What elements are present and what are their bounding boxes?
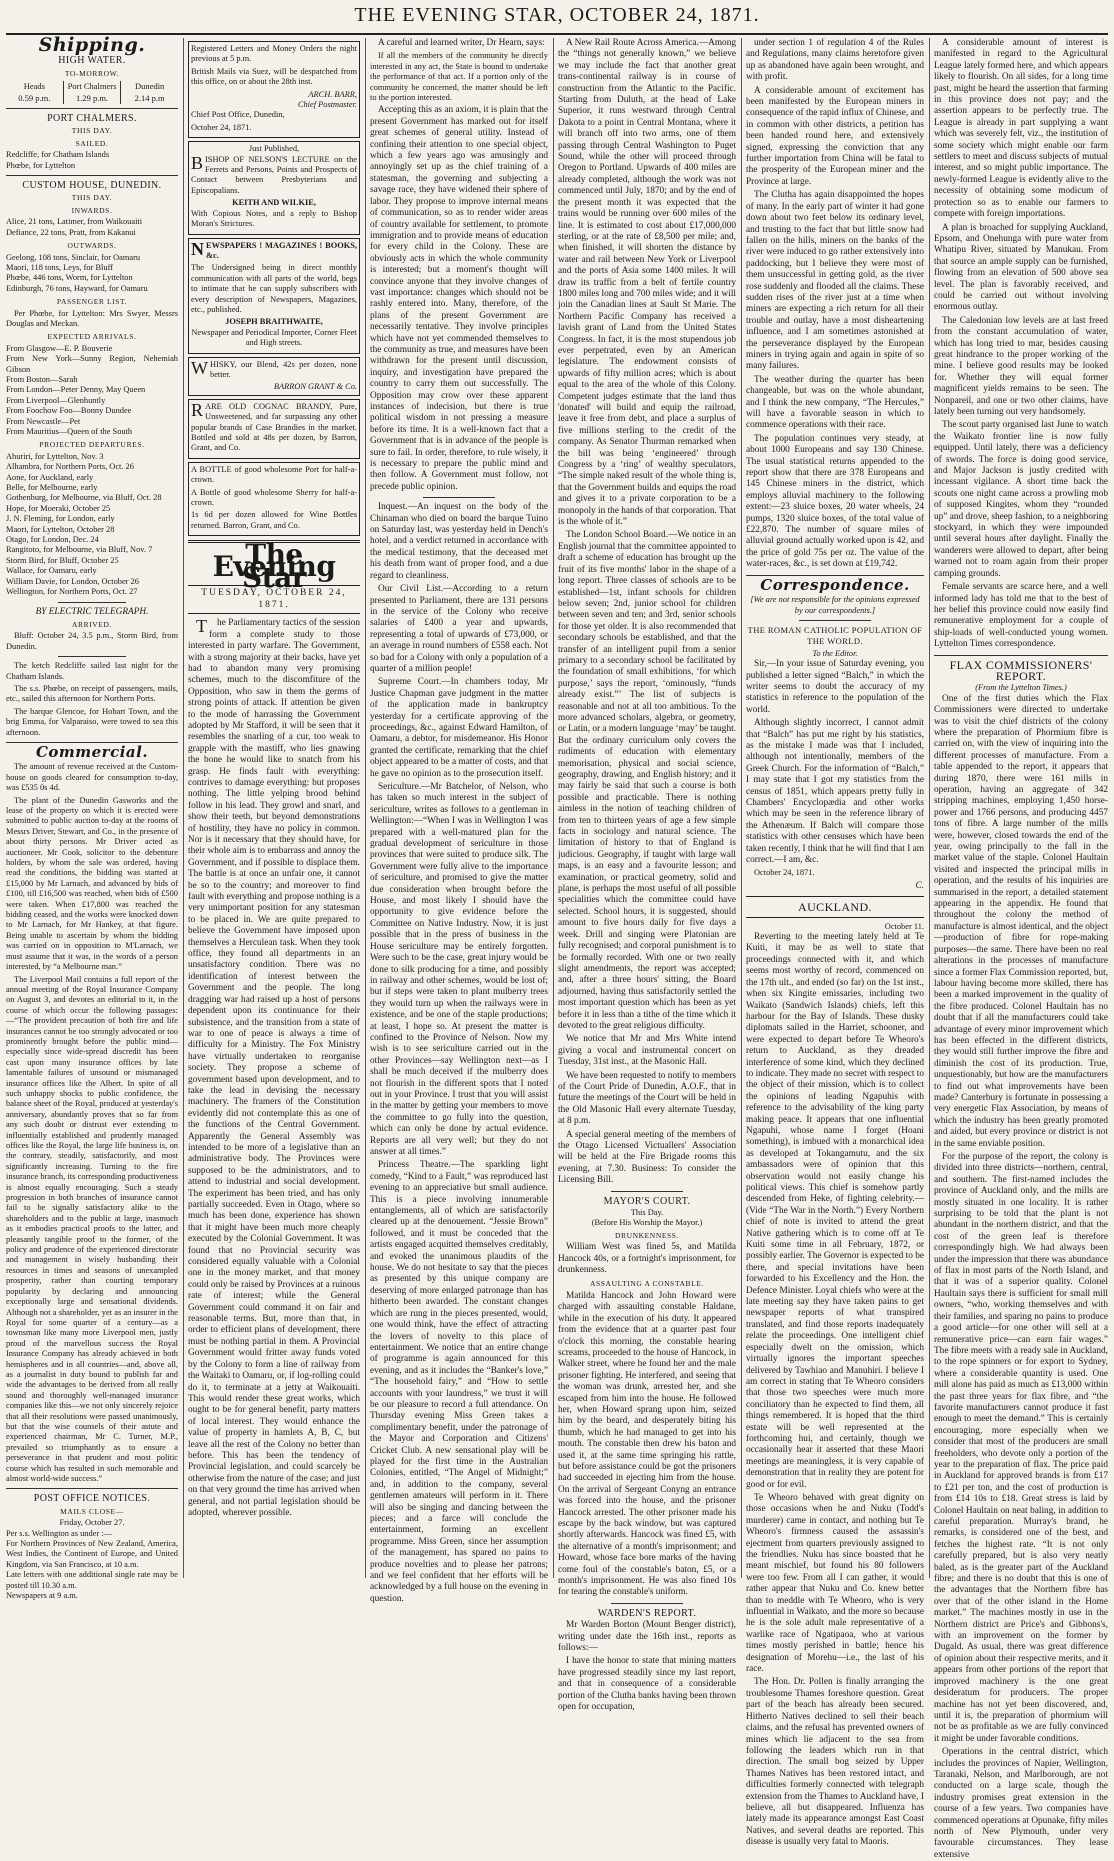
article-para: Accepting this as an axiom, it is plain that the present Government has marked out for itself great schemes of general utility. Instead of confining their attention to one special object, which a few years ago was amusingly and annoyingly set up as the chief training of a statesman, the governing and subjecting a savage race, they have widened their sphere of labor. They propose to improve internal means of communication, so as to render wider areas of country available for settlement, to promote immigration and to provide means of education for every child in the Colony. These are obviously acts in which the whole community is interested; but a moment's thought will convince anyone that they involve changes of vast importance: changes which should not be rashly entered into. Many, therefore, of the plans of the present Government are necessarily tentative. They involve principles which have not yet commended themselves to the community as true, and measures have been withdrawn for the present until discussion, inquiry, and investigation have prepared the country to carry them out successfully. The Opposition may crow over these apparent instances of indecision, but there is true political wisdom in not pressing a measure before its time. It is a well-known fact that a Government that is in advance of the people is sure to fail. In order, therefore, to rule wisely, it is necessary to prepare the public mind and then follow. A Government must follow, not precede public opinion. bbox=[370, 105, 548, 492]
auckland-para: Te Wheoro behaved with great dignity on those occasions when he and Nuku (Todd's murderer) came in contact, and nothing but Te Wheoro's firmness caused the assassin's ejectment from quarters previously assigned to the friendlies. Nuku has since boasted that he meant mischief, but found his 80 followers were too few. From all I can gather, it would rather appear that Nuku and Co. knew better than to meddle with Te Wheoro, who is very influential in Waikato, and the more so because he is the sole adult male representative of a warlike race of Ngatipaoa, who at various times mostly perished in battle; hence his designation of Morehu—i.e., the last of his race. bbox=[746, 1492, 924, 1675]
tide-dunedin: Dunedin 2.14 p.m bbox=[120, 81, 178, 104]
auckland-para: Reverting to the meeting lately held at Te Kuiti, it may be as well to state that proceedings connected with it, and which seems most worthy of record, commenced on the 17th ult., and ended (so far) on the 1st inst., when six Kingite emissaries, including two Waikato (Sandwich Islands) chiefs, left this harbour for the Bay of Islands. These dusky diplomats sailed in the Harriet, schooner, and were expected to depart before Te Wheoro's return to Auckland, as they dreaded interference of some kind, which they declined to indicate. They made no secret with respect to the object of their mission, which is to collect the opinions of leading Ngapuhis with reference to the advisability of the king party making peace. It appears that one influential Ngapuhi, whose name I forget (Hoani something), is imbued with a monarchical idea as developed at Tokangamutu, and the six ambassadors were of opinion that this observation would not easily change his political views. This chief is somehow partly descended from Heke, of fighting celebrity.—(Vide “The War in the North.”) Every Northern chief of note is invited to attend the great Native gathering which is to come off at Te Kuiti some time in all February, 1872, or possibly earlier. The Governor is expected to be there, and special invitations have been forwarded to his Excellency and the Hon. the Defence Minister. Loyal chiefs who were at the late meeting say they have taken pains to get newspaper reports of what transpired translated, and find those reports inadequately relate the proceedings. One intelligent chief especially dwelt on the omission, which virtually ignores the important speeches delivered by Tawhiao and Manuhiri. I believe I am correct in stating that Te Wheoro considers that those two speeches were much more conciliatory than he expected to find them, all things remembered. It is hoped that the third estate will be well represented at the forthcoming hui, and certainly, though we occasionally hear it asserted that these Maori meetings are meaningless, it is very capable of demonstration that in reality they are potent for good or for evil. bbox=[746, 932, 924, 1490]
auckland-para: The scout party organised last June to watch the Waikato frontier line is now fully equipped. Until lately, there was a deficiency of swords. The force is doing good service, and Major Jackson is justly credited with incessant vigilance. A short time back the scouts one night came across a prowling mob of supposed Kingites, whom they “rounded up” and drove, sheep fashion, to a neighboring stockyard, in which they were impounded until several hours after daylight. Finally the wanderers were allowed to depart, after being warned not to roam again from their proper camping grounds. bbox=[934, 420, 1108, 579]
commercial-para: The amount of revenue received at the Custom-house on goods cleared for consumption to-day, was £535 0s 4d. bbox=[6, 762, 178, 793]
column-5: under section 1 of regulation 4 of the Rules and Regulations, many claims heretofore given up as abandoned have again been wrought, and with profit. A considerable amount of excitement has been manifested by the European miners in consequence of the rapid influx of Chinese, and in common with other districts, a petition has been handed round here, and extensively signed, expressing the conviction that any further importation from China will be fatal to the prosperity of the European miner and the Province at large. The Clutha has again disappointed the hopes of many. In the early part of winter it had gone down about two feet below its ordinary level, and trusting to the fact that but little snow had fallen on the hills, miners on the banks of the river were induced to go rather extensively into paddocking, but I believe they were most of them unsuccessful in getting gold, as the river rose suddenly and flooded all the claims. These sudden rises of the river just at a time when miners are expecting a rich return for all their trouble and outlay, have a most disheartening influence, and I am sometimes astonished at the perseverance displayed by the European miners in trying again and again in spite of so many failures. The weather during the quarter has been changeable, but was on the whole abundant, and I think the new company, “The Hercules,” will have a favorable season in which to commence operations with their race. The population continues very steady, at about 1000 Europeans and say 130 Chinese. The usual statistical returns appended to the report show that there are 378 Europeans and 145 Chinese miners in the district, which employs alluvial machinery to the following extent:—23 sluice boxes, 20 water wheels, 24 pumps, 1320 sluice boxes, of the total value of £22,870. The number of square miles of alluvial ground actually worked upon is 42, and the price of gold 75s per oz. The value of the water-races, &c., is set down at £19,742. Correspondence. [We are not responsible for the opinions expressed by our correspondents.] THE ROMAN CATHOLIC POPULATION OF THE WORLD. To the Editor. Sir,—In your issue of Saturday evening, you published a letter signed “Balch,” in which the writer seems to doubt the accuracy of my statistics in reference to the population of the world. Although slightly incorrect, I cannot admit that “Balch” has put me right by his statistics, as the mistake I made was that I included, although not intentionally, members of the Greek Church. For the information of “Balch,” I may state that I got my statistics from the census of 1851, which appears pretty fully in Chambers' Encyclopædia and other works which may be seen in the reference library of the Athenæum. If Balch will compare those statistics with other censuses which have been taken recently, I think that he will find that I am correct.—I am, &c. October 24, 1871. C. AUCKLAND. October 11. Reverting to the meeting lately held at Te Kuiti, it may be as well to state that proceedings connected with it, and which seems most worthy of record, commenced on the 17th ult., and ended (so far) on the 1st inst., when six Kingite emissaries, including two Waikato (Sandwich Islands) chiefs, left this harbour for the Bay of Islands. These dusky diplomats sailed in the Harriet, schooner, and were expected to depart before Te Wheoro's return to Auckland, as they dreaded interference of some kind, which they declined to indicate. They made no secret with respect to the object of their mission, which is to collect the opinions of leading Ngapuhis with reference to the advisability of the king party making peace. It appears that one influential Ngapuhi, whose name I forget (Hoani something), is imbued with a monarchical idea as developed at Tokangamutu, and the six ambassadors were of opinion that this observation would not easily change his political views. This chief is somehow partly descended from Heke, of fighting celebrity.—(Vide “The War in the North.”) Every Northern chief of note is invited to attend the great Native gathering which is to come off at Te Kuiti some time in all February, 1872, or possibly earlier. The Governor is expected to be there, and special invitations have been forwarded to his Excellency and the Hon. the Defence Minister. Loyal chiefs who were at the late meeting say they have taken pains to get newspaper reports of what transpired translated, and find those reports inadequately relate the proceedings. One intelligent chief especially dwelt on the omission, which virtually ignores the important speeches delivered by Tawhiao and Manuhiri. I believe I am correct in stating that Te Wheoro considers that those two speeches were much more conciliatory than he expected to find them, all things remembered. It is hoped that the third estate will be well represented at the forthcoming hui, and certainly, though we occasionally hear it asserted that these Maori meetings are meaningless, it is very capable of demonstration that in reality they are potent for good or for evil. Te Wheoro behaved with great dignity on those occasions when he and Nuku (Todd's murderer) came in contact, and nothing but Te Wheoro's firmness caused the assassin's ejectment from quarters previously assigned to the friendlies. Nuku has since boasted that he meant mischief, but found his 80 followers were too few. From all I can gather, it would rather appear that Nuku and Co. knew better than to meddle with Te Wheoro, who is very influential in Waikato, and the more so because he is the sole adult male representative of a warlike race of Ngatipaoa, who at various times mostly perished in battle; hence his designation of Morehu—i.e., the last of his race. The Hon. Dr. Pollen is finally arranging the troublesome Thames foreshore question. Great part of the beach has already been secured. Hitherto Natives declined to sell their beach claims, and the refusal has prevented owners of mines which lie adjacent to the sea from following the leaders which run in that direction. The small bog seized by Upper Thames Natives has been restored intact, and difficulties formerly connected with telegraph extension from the Thames to Auckland have, I believe, all but disappeared. Influenza has lately made its appearance amongst East Coast Natives, and several deaths are reported. This disease is usually very fatal to Maoris. bbox=[746, 38, 924, 1848]
customs-heading: CUSTOM HOUSE, DUNEDIN. bbox=[22, 180, 162, 192]
commercial-title: Commercial. bbox=[35, 742, 149, 761]
post-office-entries: Per s.s. Wellington as under :— For Northern Provinces of New Zealand, America, West Indies, the Continent of Europe, and United Kingdom, via San Francisco, at 10 a.m. Late letters with one additional single rate may be posted till 10.30 a.m. Newspapers at 9 a.m. bbox=[6, 1528, 178, 1601]
wardens-report-heading: WARDEN'S REPORT. bbox=[597, 1607, 697, 1619]
tide-heads: Heads 0.59 p.m. bbox=[18, 81, 51, 103]
auckland-para: The Caledonian low levels are at last freed from the constant accumulation of water, which has long tried to mar, besides causing great hindrance to the proper working of the mine. I believe good results may be looked for. Whether they will equal former magnificent yields remains to be seen. The Nonpareil, and one or two other claims, have lately been turning out very handsomely. bbox=[934, 315, 1108, 417]
news-item-rail-route: A New Rail Route Across America.—Among the “things not generally known,” we believe we may include the fact that another great trans-continental railway is in course of construction from the Atlantic to the Pacific. Starting from Duluth, at the head of Lake Superior, it runs westward through Central Dakota to a point in Central Montana, where it will branch off into two arms, one of them passing through Central Washington to Puget Sound, while the other will proceed through Oregon to Portland. Upwards of 400 miles are already completed, although the work was not commenced until July, 1870; and by the end of the present month it was expected that the trains would be running over 600 miles of the line. It is estimated to cost about £17,000,000 sterling, or at the rate of £8,500 per mile; and, when finished, it will shorten the distance by water and rail between New York or Liverpool and the ports of Asia some 1400 miles. It will draw its traffic from a belt of fertile country 1800 miles long and 700 miles wide; and it will join the Canadian lines at Sault St Marie. The Northern Pacific Company has received a lavish grant of Land from the United States Congress. In fact, it is the most stupendous job ever perpetrated, even by an American legislature. The endowment consists of upwards of fifty million acres; which is about equal to the area of the whole of this Colony. Competent judges estimate that the land thus 'donated' will build and equip the railroad, leave it free from debt, and place a surplus of five millions sterling to the credit of the company. As Senator Thurman remarked when the bill was being ‘engineered’ through Congress by a ‘ring’ of wealthy speculators, “The simple naked result of the whole thing is, that the Government builds and equips the road and gives it to a private corporation to be a monopoly in the hands of that corporation. That is the whole of it.” bbox=[558, 38, 736, 528]
column-1: Shipping. HIGH WATER. TO-MORROW. Heads 0.59 p.m. Port Chalmers 1.29 p.m. Dunedin 2.14 p.m PORT CHALMERS. THIS DAY. SAILED. Redcliffe, for Chatham Islands Phœbe, for Lyttelton CUSTOM HOUSE, DUNEDIN. THIS DAY. INWARDS. Alice, 21 tons, Latimer, from Waikouaiti Defiance, 22 tons, Pratt, from Kakanui OUTWARDS. Geelong, 108 tons, Sinclair, for Oamaru Maori, 118 tons, Leys, for Bluff Phœbe, 446 tons, Worm, for Lyttelton Edinburgh, 76 tons, Hayward, for Oamaru PASSENGER LIST. Per Phœbe, for Lyttelton: Mrs Swyer, Messrs Douglas and Meckan. EXPECTED ARRIVALS. From Glasgow—E. P. Bouverie From New York—Sunny Region, Nehemiah Gibson From Boston—Sarah From London—Peter Denny, May Queen From Liverpool—Glenhuntly From Foochow Foo—Bonny Dundee From Newcastle—Pet From Mauritius—Queen of the South PROJECTED DEPARTURES. Ahuriri, for Lyttelton, Nov. 3 Alhambra, for Northern Ports, Oct. 26 Aone, for Auckland, early Belle, for Melbourne, early Gothenburg, for Melbourne, via Bluff, Oct. 28 Hope, for Moeraki, October 25 J. N. Fleming, for London, early Maori, for Lyttelton, October 28 Otago, for London, Dec. 24 Rangitoto, for Melbourne, via Bluff, Nov. 7 Storm Bird, for Bluff, October 25 Wallace, for Oamaru, early William Davie, for London, October 26 Wellington, for Northern Ports, Oct. 27 BY ELECTRIC TELEGRAPH. ARRIVED. Bluff: October 24, 3.5 p.m., Storm Bird, from Dunedin. The ketch Redcliffe sailed last night for the Chatham Islands. The s.s. Phœbe, on receipt of passengers, mails, etc., sailed this afternoon for Northern Ports. The barque Glencoe, for Hobart Town, and the brig Emma, for Valparaiso, were towed to sea this afternoon. Commercial. The amount of revenue received at the Custom-house on goods cleared for consumption to-day, was £535 0s 4d. The plant of the Dunedin Gasworks and the lease of the property on which it is erected were submitted to public auction to-day at the rooms of Messrs Driver, Stewart, and Co., in the presence of about thirty persons. Mr Driver acted as auctioneer. Mr Cook, solicitor to the debenture holders, by whom the sale was ordered, having read the conditions, the bidding was started at £15,000 by Mr Larnach, and advanced by bids of £100, till £16,500 was reached, when bids of £500 were taken. When £17,800 was reached the bidding ceased, and the works were knocked down to Mr Larnach, for Mr Hankey, at that figure. Being unable to ascertain by whom the bidding was carried on in opposition to M'Larnach, we must assume that it was, in the words of a person interested, by “a Melbourne man.” The Liverpool Mail contains a full report of the annual meeting of the Royal Insurance Company on August 3, and devotes an editorial to it, in the course of which occur the following passages:—“The provident precaution of both fire and life insurances cannot be too strongly advocated or too prominently brought before the public mind—especially since wide-spread discredit has been cast upon many insurance offices by late lamentable failures of unsound or mismanaged insurance offices like the Albert. In spite of all such unhappy shocks to public confidence, the balance sheet of the Royal, produced at yesterday's anniversary, abundantly proves that so far from any such doubt or distrust ever extending to influentially established and prudently managed offices like the Royal, the large life business is, on the contrary, steadily, satisfactorily, and most significantly increasing. Turning to the fire insurance branch, its corresponding productiveness is almost equally encouraging. Such a steady progression in both branches of insurance cannot fail to be signally satisfactory alike to the shareholders and to the public at large, inasmuch as it embodies practical proofs to the latter, and pleasantly tangible proof to the former, of the policy and prudence of the experienced directorate and management in wisely husbanding their resources in times and seasons of unexampled prosperity, rather than courting temporary popularity by declaring and announcing exceptionally large and sensational dividends. Although not a shareholder, yet as an insurer in the Royal for some quarter of a century—as a townsman like many more Liverpool men, justly proud of the marvellous success the Royal Insurance Company has already achieved in both hemispheres and in all countries—and, above all, as a journalist in duty bound to publish far and wide the advantages to be derived from all really sound and thoroughly well-managed insurance companies like this—we not only sincerely rejoice that all their resolutions were passed unanimously, but that the wise counsels of their astute and experienced chairman, Mr C. Turner, M.P., prevailed so triumphantly as to ensure a perseverance in that prudent and most politic course which has resulted in such memorable and almost world-wide success.” POST OFFICE NOTICES. MAILS CLOSE— Friday, October 27. Per s.s. Wellington as under :— For Northern Provinces of New Zealand, America, West Indies, the Continent of Europe, and United Kingdom, via San Francisco, at 10 a.m. Late letters with one additional single rate may be posted till 10.30 a.m. Newspapers at 9 a.m. bbox=[6, 34, 178, 1601]
wardens-intro: Mr Warden Borton (Mount Benger district), writing under date the 16th inst., reports as follows:— bbox=[558, 1620, 736, 1654]
column-rule bbox=[183, 38, 184, 1578]
court-assault: Matilda Hancock and John Howard were charged with assaulting constable Haldane, while in the execution of his duty. It appeared from the evidence that at a quarter past four o'clock this morning, the constable hearing screams, proceeded to the house of Hancock, in Walker street, where he found her and the male prisoner fighting. He interfered, and seeing that the woman was drunk, arrested her, and she escaped from him into the house. He followed her, when Howard sprang upon him, seized him by the beard, and desperately biting his thumb, which he had managed to get into his mouth. The constable then drew his baton and used it, at the same time springing his rattle, but before assistance could be got the prisoners had succeeded in ejecting him from the house. On the arrival of Sergeant Conyng an entrance was forced into the house, and the prisoner Hancock arrested. The other prisoner made his escape by the back window, but was captured shortly afterwards. Hancock was fined £5, with the alternative of a month's imprisonment; and Howard, whose face bore marks of the having come foul of the constable's baton, £5, or a month's imprisonment. He was also fined 10s for tearing the constable's uniform. bbox=[558, 1290, 736, 1598]
column-rule bbox=[741, 38, 742, 1578]
outwards-list: Geelong, 108 tons, Sinclair, for Oamaru Maori, 118 tons, Leys, for Bluff Phœbe, 446 tons, Worm, for Lyttelton Edinburgh, 76 tons, Hayward, for Oamaru bbox=[6, 252, 148, 293]
wardens-body: A considerable amount of excitement has been manifested by the European miners in consequence of the rapid influx of Chinese, and in common with other districts, a petition has been handed round here, and extensively signed, expressing the conviction that any further importation from China will be fatal to the prosperity of the European miner and the Province at large. bbox=[746, 85, 924, 187]
column-6: A considerable amount of interest is manifested in regard to the Agricultural League lately formed here, and which appears likely to flourish. On all sides, for a long time past, might be heard the assertion that farming in this province does not pay; and the assertion appears to be perfectly true. The League is already in part supplying a want which was severely felt, viz., the institution of some society which might enable our farm settlers to meet and discuss subjects of mutual interest, and so might public importance. The newly-formed League is evidently alive to the necessity of obtaining some modicum of protection so as to enable our farmers to compete with foreign importations. A plan is broached for supplying Auckland, Epsom, and Onehunga with pure water from Whatipu River, situated by Manukau. From that source an ample supply can be furnished, flowing from an elevation of 500 above sea level. The plan is favorably received, and could be carried out without involving enormous outlay. The Caledonian low levels are at last freed from the constant accumulation of water, which has long tried to mar, besides causing great hindrance to the proper working of the mine. I believe good results may be looked for. Whether they will equal former magnificent yields remains to be seen. The Nonpareil, and one or two other claims, have lately been turning out very handsomely. The scout party organised last June to watch the Waikato frontier line is now fully equipped. Until lately, there was a deficiency of swords. The force is doing good service, and Major Jackson is justly credited with incessant vigilance. A short time back the scouts one night came across a prowling mob of supposed Kingites, whom they “rounded up” and drove, sheep fashion, to a neighboring stockyard, in which they were impounded until several hours after daylight. Finally the wanderers were allowed to depart, after being warned not to roam again from their proper camping grounds. Female servants are scarce here, and a well informed lady has told me that to the best of her belief this province could now easily find remunerative employment for a couple of ship-loads of well-conducted young women. Lyttelton Times correspondence. FLAX COMMISSIONERS' REPORT. (From the Lyttelton Times.) One of the first duties which the Flax Commissioners were directed to undertake was to visit the chief districts of the colony where the preparation of Phormium fibre is carried on, with the view of inquiring into the different processes of manufacture. From a table appended to the report, it appears that during 1870, there were 161 mills in operation, having an aggregate of 342 stripping machines, employing 1,450 horse-power and 1766 persons, and producing 4457 tons of fibre. A large number of the mills were, however, closed towards the end of the year, owing principally to the fall in the market value of the staple. Colonel Haultain visited and inspected the principal mills in operation, and the results of his inquiries are summarised in the report, a detailed statement appearing in the appendix. He found that throughout the colony the method of manufacture is almost identical, and the object—production of fibre for rope-making purposes—the same. There have been no real alterations in the processes of manufacture since a former Flax Commission reported, but, labour having become more skilled, there has been a marked improvement in the quality of the fibre produced. Colonel Haultain has no doubt that if all the manufacturers could take advantage of every minor improvement which has been effected in the different districts, they would still further improve the fibre and diminish the cost of its production. True, unquestionably, but how are the manufacturers to find out what improvements have been made? Canterbury is fortunate in possessing a very energetic Flax Association, by means of which the industry has been greatly promoted and aided, but every province or district is not in the same enviable position. For the purpose of the report, the colony is divided into three districts—northern, central, and southern. The first-named includes the province of Auckland only, and the mills are mostly situated in one locality. It is rather surprising to be told that the plant is not abundant in the northern district, and that the cost of the green leaf is therefore correspondingly high. We had always been under the impression that there was abundance of flax in most parts of the North Island, and that it was of a superior quality. Colonel Haultain says there is sufficient for small mill owners, “who, working themselves and with their families, and sparing no pains to produce a good article—for one other will sell at a remunerative price—can earn fair wages.” The fibre meets with a ready sale in Auckland, to the rope spinners or for export to Sydney, where a considerable quantity is used. One mill alone has paid as much as £13,000 within the past three years for flax fibre, and “the favorite manufacturers cannot produce it fast enough to meet the demand.” This is certainly encouraging, more especially when we consider that most of the producers are small freeholders, who devote only a portion of the year to the preparation of flax. The price paid in Auckland for approved brands is from £17 to £21 per ton, and the cost of production is from £14 10s to £18. Great stress is laid by Colonel Haultain on neat baling, in addition to careful preparation. Murray's brand, he remarks, is considered one of the best, and fetches the highest rate. “It is not only carefully prepared, but is also very neatly baled, as is the greater part of the Auckland fibre; and there is no doubt that this is one of the advantages that the Northern fibre has over that of the other island in the Home market.” The machines mostly in use in the Northern district are Price's and Gibbons's, with an improvement on the former by Dugald. As usual, there was great difference of opinion about their respective merits, and it appears from other portions of the report that improved machinery is the one great desideratum for producers. The proper machine has not yet been discovered, and, until it is, the preparation of phormium will not be as profitable as we are fully convinced it might be under favorable conditions. Operations in the central district, which includes the provinces of Napier, Wellington, Taranaki, Nelson, and Marlborough, are not conducted on a large scale, though the industry promises great extension in the course of a few years. Two companies have commenced operations at Opunake, fifty miles north of New Plymouth, under very favourable circumstances. They lease extensive bbox=[934, 38, 1109, 1860]
news-item-supreme-court: Supreme Court.—In chambers today, Mr Justice Chapman gave judgment in the matter of the application made in bankruptcy yesterday for a certificate approving of the proceedings, &c., against Edward Hamilton, of Oamaru, a debtor, for misdemeanor. His Honor granted the certificate, remarking that the chief object appeared to be a matter of costs, and that he gave no opinion as to the prosecution itself. bbox=[370, 677, 548, 779]
mayors-court-heading: MAYOR'S COURT. bbox=[603, 1195, 691, 1207]
commercial-para: The Liverpool Mail contains a full report of the annual meeting of the Royal Insurance Company on August 3, and devotes an editorial to it, in the course of which occur the following passages:—“The provident precaution of both fire and life insurances cannot be too strongly advocated or too prominently brought before the public mind—especially since wide-spread discredit has been cast upon many insurance offices by late lamentable failures of unsound or mismanaged insurance offices like the Albert. In spite of all such unhappy shocks to public confidence, the balance sheet of the Royal, produced at yesterday's anniversary, abundantly proves that so far from any such doubt or distrust ever extending to influentially established and prudently managed offices like the Royal, the large life business is, on the contrary, steadily, satisfactorily, and most significantly increasing. Turning to the fire insurance branch, its corresponding productiveness is almost equally encouraging. Such a steady progression in both branches of insurance cannot fail to be signally satisfactory alike to the shareholders and to the public at large, inasmuch as it embodies practical proofs to the latter, and pleasantly tangible proof to the former, of the policy and prudence of the experienced directorate and management in wisely husbanding their resources in times and seasons of unexampled prosperity, rather than courting temporary popularity by declaring and announcing exceptionally large and sensational dividends. Although not a shareholder, yet as an insurer in the Royal for some quarter of a century—as a townsman like many more Liverpool men, justly proud of the marvellous success the Royal Insurance Company has already achieved in both hemispheres and in all countries—and, above all, as a journalist in duty bound to publish far and wide the advantages to be derived from all really sound and thoroughly well-managed insurance companies like this—we not only sincerely rejoice that all their resolutions were passed unanimously, but that the wise counsels of their astute and experienced chairman, Mr C. Turner, M.P., prevailed so triumphantly as to ensure a perseverance in that prudent and most politic course which has resulted in such memorable and almost world-wide success.” bbox=[6, 974, 178, 1483]
court-drunkenness: William West was fined 5s, and Matilda Hancock 40s, or a fortnight's imprisonment, for drunkenness. bbox=[558, 1242, 736, 1276]
news-item-victuallers: A special general meeting of the members of the Otago Licensed Victuallers' Association will be held at the Fire Brigade rooms this evening, at 7.30. Business: To consider the Licensing Bill. bbox=[558, 1129, 736, 1186]
inwards-list: Alice, 21 tons, Latimer, from Waikouaiti Defiance, 22 tons, Pratt, from Kakanui bbox=[6, 217, 143, 237]
wardens-body: I have the honor to state that mining matters have progressed steadily since my last report, and that in consequence of a considerable portion of the Clutha banks having been thrown open for occupation, bbox=[558, 1656, 736, 1713]
projected-departures: Ahuriri, for Lyttelton, Nov. 3 Alhambra, for Northern Ports, Oct. 26 Aone, for Auckland, early Belle, for Melbourne, early Gothenburg, for Melbourne, via Bluff, Oct. 28 Hope, for Moeraki, October 25 J. N. Fleming, for London, early Maori, for Lyttelton, October 28 Otago, for London, Dec. 24 Rangitoto, for Melbourne, via Bluff, Nov. 7 Storm Bird, for Bluff, October 25 Wallace, for Oamaru, early William Davie, for London, October 26 Wellington, for Northern Ports, Oct. 27 bbox=[6, 451, 162, 597]
column-rule bbox=[929, 38, 930, 1578]
news-item-sericulture: Sericulture.—Mr Batchelor, of Nelson, who has taken so much interest in the subject of sericulture, writes as follows to a gentleman in Wellington:—“When I was in Wellington I was prepared with a well-matured plan for the gradual development of sericulture in those provinces that were suited to produce silk. The Government were fully alive to the importance of sericulture, and promised to give the matter due consideration when brought before the House, and most likely I should have the opportunity to give evidence before the Committee on Native Industry. Now, it is just possible that in the press of business in the House sericulture may be entirely forgotten. Were such to be the case, great injury would be done to silk producing for a time, and possibly in railway and other schemes, would be lost of; but if steps were taken to plant mulberry trees they would turn up when the railways were in existence, and be one of the staple productions; at least, I hope so. At present the matter is confined to the Province of Nelson. Now my wish is to see sericulture carried out in the other Provinces—say Wellington next—as I shall be much deceived if the mulberry does not flourish in the different spots that I noted out in your Province. I trust that you will assist in the matter by getting your members to move the committee to go fully into the question, which can only be done by actual evidence. Reports are all very well; but they do not answer at all times.” bbox=[370, 782, 548, 1157]
issue-dateline: TUESDAY, OCTOBER 24, 1871. bbox=[188, 585, 360, 614]
shipping-note: The barque Glencoe, for Hobart Town, and the brig Emma, for Valparaiso, were towed to sea this afternoon. bbox=[6, 706, 178, 737]
tide-table bbox=[6, 81, 178, 104]
wardens-body: The Clutha has again disappointed the hopes of many. In the early part of winter it had gone down about two feet below its ordinary level, and trusting to the fact that but little snow had fallen on the hills, miners on the banks of the river were induced to go rather extensively into paddocking, but I believe they were most of them unsuccessful in getting gold, as the river rose suddenly and flooded all the claims. These sudden rises of the river just at a time when miners are expecting a rich return for all their trouble and outlay, have a most disheartening influence, and I am sometimes astonished at the perseverance displayed by the European miners in trying again and again in spite of so many failures. bbox=[746, 190, 924, 372]
flax-report-heading: FLAX COMMISSIONERS' REPORT. bbox=[949, 657, 1093, 683]
flax-para: One of the first duties which the Flax Commissioners were directed to undertake was to visit the chief districts of the colony where the preparation of Phormium fibre is carried on, with the view of inquiring into the different processes of manufacture. From a table appended to the report, it appears that during 1870, there were 161 mills in operation, having an aggregate of 342 stripping machines, employing 1,450 horse-power and 1766 persons, and producing 4457 tons of fibre. A large number of the mills were, however, closed towards the end of the year, owing principally to the fall in the market value of the staple. Colonel Haultain visited and inspected the principal mills in operation, and the results of his inquiries are summarised in the report, a detailed statement appearing in the appendix. He found that throughout the colony the method of manufacture is almost identical, and the object—production of fibre for rope-making purposes—the same. There have been no real alterations in the processes of manufacture since a former Flax Commission reported, but, labour having become more skilled, there has been a marked improvement in the quality of the fibre produced. Colonel Haultain has no doubt that if all the manufacturers could take advantage of every minor improvement which has been effected in the different districts, they would still further improve the fibre and diminish the cost of its production. True, unquestionably, but how are the manufacturers to find out what improvements have been made? Canterbury is fortunate in possessing a very energetic Flax Association, by means of which the industry has been greatly promoted and aided, but every province or district is not in the same enviable position. bbox=[934, 693, 1108, 1149]
shipping-title: Shipping. bbox=[38, 34, 146, 56]
cognac-advert: RARE OLD COGNAC BRANDY, Pure, Unsweetened, and far surpassing any other popular brands of Case Brandies in the market. Bottled and sold at 48s per dozen, by Barron, Grant, and Co. bbox=[188, 399, 360, 459]
newspapers-advert: NEWSPAPERS ! MAGAZINES ! BOOKS, &c. The Undersigned being in direct monthly communication with all parts of the world, begs to intimate that he can supply subscribers with every description of Newspapers, Magazines, etc., published. JOSEPH BRAITHWAITE, Newspaper and Periodical Importer, Corner Fleet and High streets. bbox=[188, 238, 360, 354]
masthead-rule bbox=[6, 33, 1108, 35]
correspondence-disclaimer: [We are not responsible for the opinions expressed by our correspondents.] bbox=[750, 595, 920, 615]
news-item-school-board: The London School Board.—We notice in an English journal that the committee appointed to draft a scheme of education has brought up the fruit of its five months' labor in the shape of a long report. Three classes of schools are to be established—1st, infant schools for children below seven; 2nd, junior school for children between seven and ten; and 3rd, senior schools for those yet older. It is also recommended that secondary schools be established, and that the transfer of an intelligent pupil from a senior primary to a secondary school be facilitated by the foundation of small exhibitions, ‘for which purpose,’ says the report, ‘ominously, “funds already exist.”’ The list of subjects is reasonable and not at all too ambitious. To the more advanced scholars, algebra, or geometry, or Latin, or a modern language ‘may’ be taught. But the ordinary curriculum only covers the rudiments of education with elementary memorisation, physical and social science, geography, drawing, and English history; and it may fairly be said that such a course is both possible and practicable. There is nothing aimless in the notion of teaching children of from ten to thirteen years of age a few simple facts in sociology and natural science. The limitation of history to that of England is judicious. Geography, if taught with large wall maps, is an easy and a favourite lesson; and examination, or practical geometry, solid and plane, is perhaps the most useful of all possible specialities which the committee could have selected. School hours, it is suggested, should amount to five hours daily for five days a week. Drill and singing were Platonian are fully recognised; and corporal punishment is to be formally recorded. With one or two really slight amendments, the report was accepted; and, after a three hours' sitting, the Board adjourned, having thus satisfactorily settled the most important question which has been as yet before it in less than a tithe of the time which it devoted to the great religious difficulty. bbox=[558, 530, 736, 1031]
arrived-text: Bluff: October 24, 3.5 p.m., Storm Bird, from Dunedin. bbox=[6, 631, 178, 651]
sailed-list: Redcliffe, for Chatham Islands Phœbe, for Lyttelton bbox=[6, 150, 110, 170]
post-office-heading: POST OFFICE NOTICES. bbox=[33, 1493, 151, 1505]
news-item-theatre: Princess Theatre.—The sparkling light comedy, “Kind to a Fault,” was reproduced last evening to an appreciative but small audience. This is a piece involving innumerable entanglements, all of which are satisfactorily cleared up at the denouement. “Jessie Brown” followed, and it must be conceded that the artists engaged acquitted themselves creditably, and evoked the unanimous plaudits of the house. We do not hesitate to say that the pieces as presented by this unique company are deserving of more enlarged patronage than has hitherto been awarded. The constant changes which are rung in the pieces presented, would, one would think, have the effect of attracting the lovers of novelty to this place of entertainment. We notice that an entire change of programme is again announced for this evening, and as it includes the “Banker's love,” “The household fairy,” and “How to settle accounts with your laundress,” we trust it will be our pleasure to record a full attendance. On Thursday evening Miss Green takes a complimentary benefit, under the patronage of the Mayor and Corporation and Citizens' Cricket Club. A new sensational play will be played for the first time in the Australian Colonies, entitled, “The Angel of Midnight;” and, in addition to the company, several gentlemen amateurs will perform in it. There will also be singing and dancing between the pieces; and a farce will conclude the entertainment, forming an excellent programme. Miss Green, since her assumption of the management, has spared no pains to produce novelties and to please her patrons; and we feel confident that her efforts will be acknowledged by a full house on the evening in question. bbox=[370, 1160, 548, 1604]
letter-para: Sir,—In your issue of Saturday evening, you published a letter signed “Balch,” in which the writer seems to doubt the accuracy of my statistics in reference to the population of the world. bbox=[746, 659, 924, 715]
post-office-advert: Registered Letters and Money Orders the night previous at 5 p.m. British Mails via Suez, will be despatched from this office, on or about the 28th inst. ARCH. BARR, Chief Postmaster. Chief Post Office, Dunedin, October 24, 1871. bbox=[188, 41, 360, 138]
paper-title: The Evening Star bbox=[212, 538, 336, 595]
column-3 bbox=[370, 38, 548, 1604]
letter-date: October 24, 1871. bbox=[754, 868, 815, 878]
auckland-heading: AUCKLAND. bbox=[798, 900, 872, 915]
flax-para: For the purpose of the report, the colony is divided into three districts—northern, central, and southern. The first-named includes the province of Auckland only, and the mills are mostly situated in one locality. It is rather surprising to be told that the plant is not abundant in the northern district, and that the cost of the green leaf is therefore correspondingly high. We had always been under the impression that there was abundance of flax in most parts of the North Island, and that it was of a superior quality. Colonel Haultain says there is sufficient for small mill owners, “who, working themselves and with their families, and sparing no pains to produce a good article—for one other will sell at a remunerative price—can earn fair wages.” The fibre meets with a ready sale in Auckland, to the rope spinners or for export to Sydney, where a considerable quantity is used. One mill alone has paid as much as £13,000 within the past three years for flax fibre, and “the favorite manufacturers cannot produce it fast enough to meet the demand.” This is certainly encouraging, more especially when we consider that most of the producers are small freeholders, who devote only a portion of the year to the preparation of flax. The price paid in Auckland for approved brands is from £17 to £21 per ton, and the cost of production is from £14 10s to £18. Great stress is laid by Colonel Haultain on neat baling, in addition to careful preparation. Murray's brand, he remarks, is considered one of the best, and fetches the highest rate. “It is not only carefully prepared, but is also very neatly baled, as is the greater part of the Auckland fibre; and there is no doubt that this is one of the advantages that the Northern fibre has over that of the other island in the Home market.” The machines mostly in use in the Northern district are Price's and Gibbons's, with an improvement on the former by Dugald. As usual, there was great difference of opinion about their respective merits, and it appears from other portions of the report that improved machinery is the one great desideratum for producers. The proper machine has not yet been discovered, and, until it is, the preparation of phormium will not be as profitable as we are fully convinced it might be under favorable conditions. bbox=[934, 1152, 1108, 1744]
leader-article: The Parliamentary tactics of the session form a complete study to those interested in party warfare. The Government, with a strong majority at their backs, have yet had to abandon many very promising schemes, much to the discomfiture of the Opposition, who saw in them the germs of strong points of attack. If attention be given to the mode of harrassing the Government adopted by Mr Stafford, it will be seen that it resembles the snarling of a cur, too weak to grapple with the mastiff, who lies gnawing the bone he would like to snatch from his grasp. He finds fault with everything: contrives to damage everything: but proposes nothing. The little yelping brood behind follow in his lead. They growl and snarl, and show their teeth, but beyond demonstrations of hostility, they have no policy in common. Nor is it necessary that they should have, for their whole aim is to embarrass and annoy the Government, and if possible to displace them. The battle is at once an unfair one, it cannot be so to the country; and moreover to find fault with everything and propose nothing is a very unimportant position for any statesman to be placed in. We are quite prepared to believe the Government have imposed upon themselves a Herculean task. When they took office, they found all departments in an unsatisfactory condition. There was no identification of interest between the Government and the people. The long dragging war had raised up a host of persons dependent upon its continuance for their subsistence, and the transition from a state of war to one of peace is always a time of difficulty for a Ministry. The Fox Ministry have virtually undertaken to reorganise society. They propose a scheme of government based upon development, and to take the lead in devising the necessary machinery. The framers of the Constitution evidently did not contemplate this as one of the functions of the Central Government. Apparently the General Assembly was intended to be more of a legislative than an administrative body. The Provinces were supposed to be the administrators, and to attend to industrial and social development. The experiment has been tried, and has only partially succeeded. Even in Otago, where so much has been done, experience has shown that it might have been much more cheaply executed by the Colonial Government. It was found that no Provincial security was considered equally valuable with a Colonial one in the money market, and that money could only be raised by Provinces at a ruinous rate of interest; while the General Government could command it on fair and reasonable terms. But, more than that, in order to efficient plans of development, there must be nothing partial in them. A Provincial Government would fritter away funds voted by the Colony to form a line of railway from the Waitaki to Oamaru, or, if log-rolling could do it, to terminate at a jetty at Waikouaiti. This would render these great works, which ought to be for general benefit, party matters of local interest. They would enhance the value of property in hamlets A, B, C, but leave all the rest of the Colony no better than before. This has been the tendency of Provincial legislation, and could scarcely be otherwise from the nature of the case; and just on that very ground the time has arrived when general, and not partial legislation should be adopted, wherever possible. bbox=[188, 616, 360, 1518]
column-rule bbox=[553, 38, 554, 1578]
auckland-para: A considerable amount of interest is manifested in regard to the Agricultural League lately formed here, and which appears likely to flourish. On all sides, for a long time past, might be heard the assertion that farming in this province does not pay; and the assertion appears to be perfectly true. The League is already in part supplying a want which was severely felt, viz., the institution of some society which might enable our farm settlers to meet and discuss subjects of mutual interest, and so might public importance. The newly-formed League is evidently alive to the necessity of obtaining some modicum of protection so as to enable our farmers to compete with foreign importations. bbox=[934, 38, 1108, 220]
article-para: A careful and learned writer, Dr Hearn, says: bbox=[378, 38, 545, 48]
article-quote: If all the members of the community be directly interested in any act, the State is bound to undertake the performance of that act. If a portion only of the community be concerned, the matter should be left to the portion interested. bbox=[370, 51, 548, 103]
auckland-para: Female servants are scarce here, and a well informed lady has told me that to the best of her belief this province could now easily find remunerative employment for a couple of ship-loads of well-conducted young women. Lyttelton Times correspondence. bbox=[934, 582, 1108, 650]
wardens-body: The population continues very steady, at about 1000 Europeans and say 130 Chinese. The usual statistical returns appended to the report show that there are 378 Europeans and 145 Chinese miners in the district, which employs alluvial machinery to the following extent:—23 sluice boxes, 20 water wheels, 24 pumps, 1320 sluice boxes, of the total value of £22,870. The number of square miles of alluvial ground actually worked upon is 42, and the price of gold 75s per oz. The value of the water-races, &c., is set down at £19,742. bbox=[746, 433, 924, 570]
news-item-court-pride: We have been requested to notify to members of the Court Pride of Dunedin, A.O.F., that in future the meetings of the Court will be held in the Old Masonic Hall every alternate Tuesday, at 8 p.m. bbox=[558, 1070, 736, 1127]
tide-port-chalmers: Port Chalmers 1.29 p.m. bbox=[63, 81, 121, 104]
shipping-note: The s.s. Phœbe, on receipt of passengers, mails, etc., sailed this afternoon for Northern Ports. bbox=[6, 683, 178, 704]
correspondence-title: Correspondence. bbox=[760, 575, 910, 594]
shipping-note: The ketch Redcliffe sailed last night for the Chatham Islands. bbox=[6, 661, 178, 681]
letter-title: THE ROMAN CATHOLIC POPULATION OF THE WORLD. bbox=[747, 624, 923, 647]
commercial-para: The plant of the Dunedin Gasworks and the lease of the property on which it is erected were submitted to public auction to-day at the rooms of Messrs Driver, Stewart, and Co., in the presence of about thirty persons. Mr Driver acted as auctioneer. Mr Cook, solicitor to the debenture holders, by whom the sale was ordered, having read the conditions, the bidding was started at £15,000 by Mr Larnach, and advanced by bids of £100, till £16,500 was reached, when bids of £500 were taken. When £17,800 was reached the bidding ceased, and the works were knocked down to Mr Larnach, for Mr Hankey, at that figure. Being unable to ascertain by whom the bidding was carried on in opposition to M'Larnach, we must assume that it was, in the words of a person interested, by “a Melbourne man.” bbox=[6, 795, 178, 972]
wardens-body: The weather during the quarter has been changeable, but was on the whole abundant, and I think the new company, “The Hercules,” will have a favorable season in which to commence operations with their race. bbox=[746, 374, 924, 431]
auckland-para: The Hon. Dr. Pollen is finally arranging the troublesome Thames foreshore question. Great part of the beach has already been secured. Hitherto Natives declined to sell their beach claims, and the refusal has prevented owners of mines which lie adjacent to the sea from following the leaders which run in that direction. The small bog seized by Upper Thames Natives has been restored intact, and difficulties formerly connected with telegraph extension from the Thames to Auckland have, I believe, all but disappeared. Influenza has lately made its appearance amongst East Coast Natives, and several deaths are reported. This disease is usually very fatal to Maoris. bbox=[746, 1677, 924, 1848]
port-advert: A BOTTLE of good wholesome Port for half-a-crown. A Bottle of good wholesome Sherry for half-a-crown. 1s 6d per dozen allowed for Wine Bottles returned. Barron, Grant, and Co. bbox=[188, 462, 360, 536]
letter-signature: C. bbox=[915, 880, 924, 891]
auckland-para: A plan is broached for supplying Auckland, Epsom, and Onehunga with pure water from Whatipu River, situated by Manukau. From that source an ample supply can be furnished, flowing from an elevation of 500 above sea level. The plan is favorably received, and could be carried out without involving enormous outlay. bbox=[934, 222, 1108, 313]
column-rule bbox=[365, 38, 366, 1578]
flax-para: Operations in the central district, which includes the provinces of Napier, Wellington, Taranaki, Nelson, and Marlborough, are not conducted on a large scale, though the industry promises great extension in the course of a few years. Two companies have commenced operations at Opunake, fifty miles north of New Plymouth, under very favourable circumstances. They lease extensive bbox=[934, 1747, 1109, 1860]
telegraph-heading: BY ELECTRIC TELEGRAPH. bbox=[35, 606, 149, 617]
expected-arrivals: From Glasgow—E. P. Bouverie From New York—Sunny Region, Nehemiah Gibson From Boston—Sarah From London—Peter Denny, May Queen From Liverpool—Glenhuntly From Foochow Foo—Bonny Dundee From Newcastle—Pet From Mauritius—Queen of the South bbox=[6, 343, 178, 436]
columns bbox=[6, 34, 1109, 1860]
tomorrow-label: TO-MORROW. bbox=[64, 68, 120, 78]
letter-para: Although slightly incorrect, I cannot admit that “Balch” has put me right by his statistics, as the mistake I made was that I included, although not intentionally, members of the Greek Church. For the information of “Balch,” I may state that I got my statistics from the census of 1851, which appears pretty fully in Chambers' Encyclopædia and other works which may be seen in the reference library of the Athenæum. If Balch will compare those statistics with other censuses which have been taken recently, I think that he will find that I am correct.—I am, &c. bbox=[746, 718, 924, 866]
news-item-civil-list: Our Civil List.—According to a return presented to Parliament, there are 131 persons in the service of the Colony who receive salaries of £400 a year and upwards, representing a total of upwards of £73,000, or an average in round numbers of £558 each. Not so bad for a Colony with only a population of a quarter of a million people! bbox=[370, 584, 548, 674]
wardens-body: under section 1 of regulation 4 of the Rules and Regulations, many claims heretofore given up as abandoned have again been wrought, and with profit. bbox=[746, 38, 924, 83]
column-2 bbox=[188, 38, 360, 1578]
bishop-lecture-advert: Just Published, BISHOP OF NELSON'S LECTURE on the Ferrets and Persons, Points and Prospects of Contact between Presbyterians and Episcopalians. KEITH AND WILKIE, With Copious Notes, and a reply to Bishop Moran's Strictures. bbox=[188, 141, 360, 234]
page-masthead: THE EVENING STAR, OCTOBER 24, 1871. bbox=[354, 4, 760, 26]
column-4: A New Rail Route Across America.—Among the “things not generally known,” we believe we may include the fact that another great trans-continental railway is in course of construction from the Atlantic to the Pacific. Starting from Duluth, at the head of Lake Superior, it runs westward through Central Dakota to a point in Central Montana, where it will branch off into two arms, one of them passing through Central Washington to Puget Sound, while the other will proceed through Oregon to Portland. Upwards of 400 miles are already completed, although the work was not commenced until July, 1870; and by the end of the present month it was expected that the trains would be running over 600 miles of the line. It is estimated to cost about £17,000,000 sterling, or at the rate of £8,500 per mile; and, when finished, it will shorten the distance by water and rail between New York or Liverpool and the ports of Asia some 1400 miles. It will draw its traffic from a belt of fertile country 1800 miles long and 700 miles wide; and it will join the Canadian lines at Sault St Marie. The Northern Pacific Company has received a lavish grant of Land from the United States Congress. In fact, it is the most stupendous job ever perpetrated, even by an American legislature. The endowment consists of upwards of fifty million acres; which is about equal to the area of the whole of this Colony. Competent judges estimate that the land thus 'donated' will build and equip the railroad, leave it free from debt, and place a surplus of five millions sterling to the credit of the company. As Senator Thurman remarked when the bill was being ‘engineered’ through Congress by a ‘ring’ of wealthy speculators, “The simple naked result of the whole thing is, that the Government builds and equips the road and gives it to a private corporation to be a monopoly in the hands of that corporation. That is the whole of it.” The London School Board.—We notice in an English journal that the committee appointed to draft a scheme of education has brought up the fruit of its five months' labor in the shape of a long report. Three classes of schools are to be established—1st, infant schools for children below seven; 2nd, junior school for children between seven and ten; and 3rd, senior schools for those yet older. It is also recommended that secondary schools be established, and that the transfer of an intelligent pupil from a senior primary to a secondary school be facilitated by the foundation of small exhibitions, ‘for which purpose,’ says the report, ‘ominously, “funds already exist.”’ The list of subjects is reasonable and not at all too ambitious. To the more advanced scholars, algebra, or geometry, or Latin, or a modern language ‘may’ be taught. But the ordinary curriculum only covers the rudiments of education with elementary memorisation, physical and social science, geography, drawing, and English history; and it may fairly be said that such a course is both possible and practicable. There is nothing aimless in the notion of teaching children of from ten to thirteen years of age a few simple facts in sociology and natural science. The limitation of history to that of England is judicious. Geography, if taught with large wall maps, is an easy and a favourite lesson; and examination, or practical geometry, solid and plane, is perhaps the most useful of all possible specialities which the committee could have selected. School hours, it is suggested, should amount to five hours daily for five days a week. Drill and singing were Platonian are fully recognised; and corporal punishment is to be formally recorded. With one or two really slight amendments, the report was accepted; and, after a three hours' sitting, the Board adjourned, having thus satisfactorily settled the most important question which has been as yet before it in less than a tithe of the time which it devoted to the great religious difficulty. We notice that Mr and Mrs White intend giving a vocal and instrumental concert on Tuesday, 31st inst., at the Masonic Hall. We have been requested to notify to members of the Court Pride of Dunedin, A.O.F., that in future the meetings of the Court will be held in the Old Masonic Hall every alternate Tuesday, at 8 p.m. A special general meeting of the members of the Otago Licensed Victuallers' Association will be held at the Fire Brigade rooms this evening, at 7.30. Business: To consider the Licensing Bill. MAYOR'S COURT. This Day. (Before His Worship the Mayor.) DRUNKENNESS. William West was fined 5s, and Matilda Hancock 40s, or a fortnight's imprisonment, for drunkenness. ASSAULTING A CONSTABLE. Matilda Hancock and John Howard were charged with assaulting constable Haldane, while in the execution of his duty. It appeared from the evidence that at a quarter past four o'clock this morning, the constable hearing screams, proceeded to the house of Hancock, in Walker street, where he found her and the male prisoner fighting. He interfered, and seeing that the woman was drunk, arrested her, and she escaped from him into the house. He followed her, when Howard sprang upon him, seized him by the beard, and desperately biting his thumb, which he had managed to get into his mouth. The constable then drew his baton and used it, at the same time springing his rattle, but before assistance could be got the prisoners had succeeded in ejecting him from the house. On the arrival of Sergeant Conyng an entrance was forced into the house, and the prisoner Hancock arrested. The other prisoner made his escape by the back window, but was captured shortly afterwards. Hancock was fined £5, with the alternative of a month's imprisonment; and Howard, whose face bore marks of the having come foul of the constable's baton, £5, or a month's imprisonment. He was also fined 10s for tearing the constable's uniform. WARDEN'S REPORT. Mr Warden Borton (Mount Benger district), writing under date the 16th inst., reports as follows:— I have the honor to state that mining matters have progressed steadily since my last report, and that in consequence of a considerable portion of the Clutha banks having been thrown open for occupation, bbox=[558, 38, 736, 1713]
news-item-concert: We notice that Mr and Mrs White intend giving a vocal and instrumental concert on Tuesday, 31st inst., at the Masonic Hall. bbox=[558, 1034, 736, 1068]
port-heading: PORT CHALMERS. bbox=[47, 113, 137, 125]
high-water-heading: HIGH WATER. bbox=[58, 55, 126, 67]
news-item-inquest: Inquest.—An inquest on the body of the Chinaman who died on board the barque Tuino on Saturday last, was yesterday held in Dench's hotel, and a verdict returned in accordance with the medical testimony, that the deceased met his death from want of proper food, and a due regard to cleanliness. bbox=[370, 502, 548, 581]
whisky-advert: WHISKY, our Blend, 42s per dozen, none better. BARRON GRANT & Co. bbox=[188, 357, 360, 396]
passenger-list: Per Phœbe, for Lyttelton: Mrs Swyer, Messrs Douglas and Meckan. bbox=[6, 308, 178, 328]
